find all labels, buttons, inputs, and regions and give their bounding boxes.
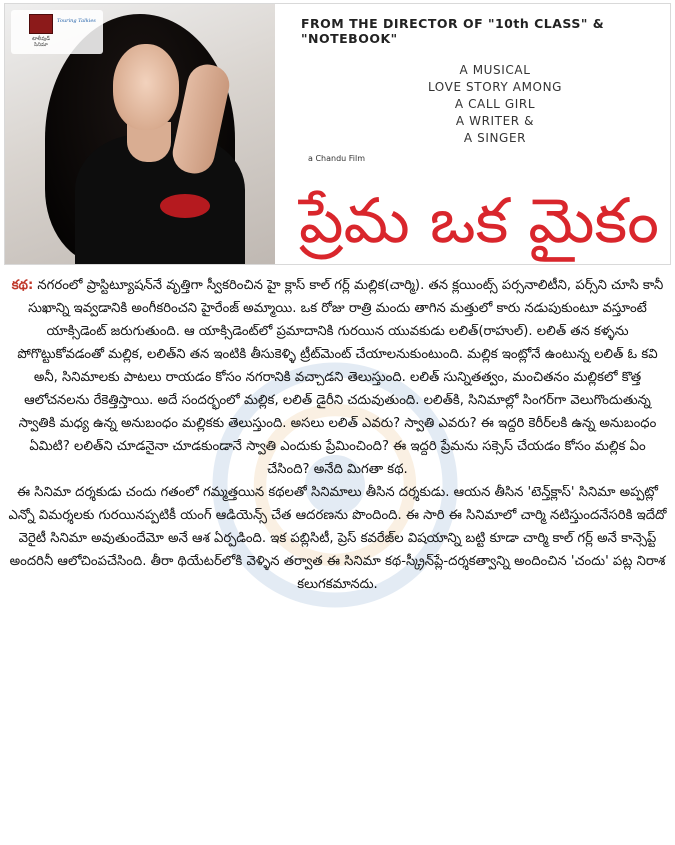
story-paragraph [8,274,667,481]
tagline-line: A WRITER & [455,114,535,128]
story-text: నగరంలో ప్రాస్టిట్యూషన్‌నే వృత్తిగా స్వీకరించిన హై క్లాస్ కాల్ గర్ల్ మల్లిక(చార్మి). తన క్లయింట్స్ పర్సనాలిటీని, పర్స్‌ని చూసి కానీ సుఖాన్ని ఇవ్వడానికి అంగీకరించని హైరేంజ్ అమ్మాయి. ఒక రోజు రాత్రి మందు తాగిన మత్తులో కారు నడుపుకుంటూ వస్తూంటే యాక్సిడెంట్ జరుగుతుంది. ఆ యాక్సిడెంట్‌లో ప్రమాదానికి గురయిన యువకుడు లలిత్(రాహుల్). లలిత్ తన కళ్ళను పోగొట్టుకోవడంతో మల్లిక, లలిత్‌ని తన ఇంటికి తీసుకెళ్ళి ట్రీట్‌మెంట్ చేయాలనుకుంటుంది. మల్లిక ఇంట్లోనే ఉంటున్న లలిత్ ఓ కవి అనీ, సినిమాలకు పాటలు రాయడం కోసం నగరానికి వచ్చాడని తెలుస్తుంది. లలిత్ సున్నితత్వం, మంచితనం మల్లికలో కొత్త ఆలోచనలను రేకెత్తిస్తాయి. అదే సందర్భంలో మల్లిక, లలిత్ డైరీని చదువుతుంది. లలిత్‌కి, సినిమాల్లో సింగర్‌గా వెలుగొందుతున్న స్వాతికి మధ్య ఉన్న అనుబంధం మల్లికకు తెలుస్తుంది. అసలు లలిత్ ఎవరు? స్వాతి ఎవరు? ఈ ఇద్దరి కెరీర్‌లకి ఉన్న అనుబంధం ఏమిటి? లలిత్‌ని చూడనైనా చూడకుండానే స్వాతి ఎందుకు ప్రేమించింది? ఈ ఇద్దరి ప్రేమను సక్సెస్ చేయడం కోసం మల్లిక ఏం చేసింది? అనేది మిగతా కథ. [17,278,664,477]
logo-caption: టాలీవుడ్ సినిమా [32,36,50,48]
story-label: కథ: [11,278,34,293]
tagline-line: A SINGER [463,131,527,145]
review-paragraph: ఈ సినిమా దర్శకుడు చందు గతంలో గమ్మత్తయిన కథలతో సినిమాలు తీసిన దర్శకుడు. ఆయన తీసిన 'టెన్త్‌క్లాస్' సినిమా అప్పట్లో ఎన్నో విమర్శలకు గురయినప్పటికీ యంగ్ ఆడియెన్స్ చేత ఆదరణను పొందింది. ఈ సారి ఈ సినిమాలో చార్మి నటిస్తుందనేసరికి ఇదేదో వెరైటీ సినిమా అవుతుందేమో అనే ఆశ ఏర్పడింది. ఇక పబ్లిసిటీ, ప్రెస్ కవరేజ్‌ల విషయాన్ని బట్టి కూడా చార్మి కాల్ గర్ల్ అనే కాన్సెప్ట్ అందరినీ ఆలోచింపచేసింది. తీరా థియేటర్‌లోకి వెళ్ళిన తర్వాత ఈ సినిమా కథ-స్క్రీన్‌ప్లే-దర్శకత్వాన్ని అందించిన 'చందు' పట్ల నిరాశ కలుగకమానదు. [8,485,667,592]
tagline-line: LOVE STORY AMONG [427,80,563,94]
movie-title-logo [295,162,665,262]
tagline-line: A MUSICAL [459,63,531,77]
story-review-text [8,274,667,596]
movie-poster-banner [4,3,671,265]
tagline-line: A CALL GIRL [454,97,536,111]
film-credit: a Chandu Film [308,154,366,163]
director-line: FROM THE DIRECTOR OF "10th CLASS" & "NOTEBOOK" [301,16,605,46]
logo-tagline: Touring Talkies [57,18,96,24]
film-reel-icon [29,14,53,34]
poster-tagline [415,62,575,147]
site-logo [11,10,103,54]
movie-title-text: ప్రేమ ఒక మైకం [299,184,656,257]
